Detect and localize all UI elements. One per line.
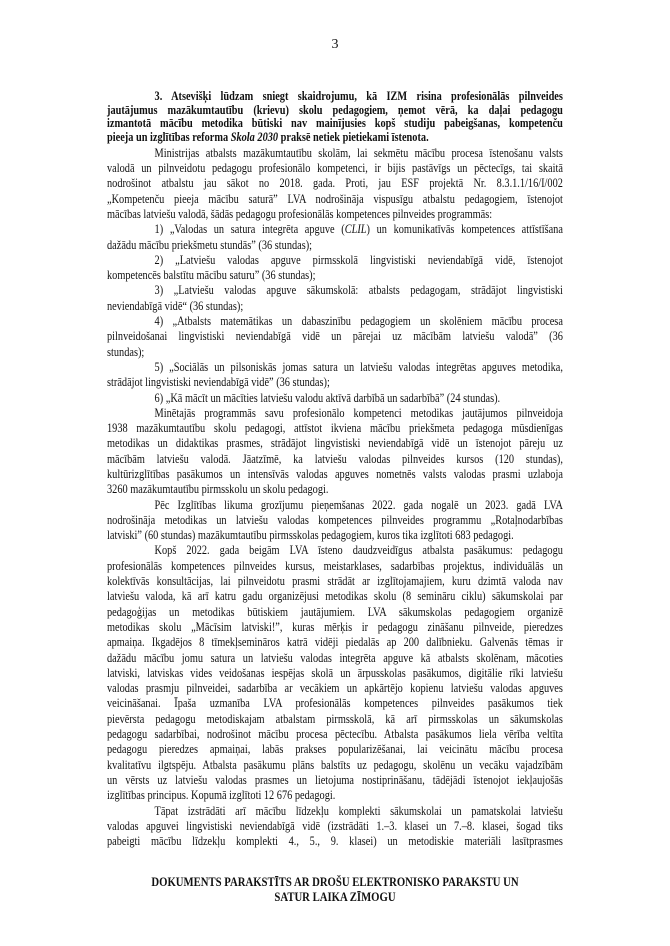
text-segment: ) un komunikatīvās kompetences attīstīšana — [366, 222, 563, 237]
text-line: 2) „Latviešu valodas apguve pirmsskolā lingvistiski neviendabīgā vidē, īstenojot — [154, 252, 563, 267]
text-line: pedagoģijas un metodikas būtiskiem jautājumiem. LVA sākumskolas pedagogiem organizē — [107, 604, 563, 619]
text-line: stundas); — [107, 344, 145, 359]
paragraph — [107, 804, 563, 850]
text-line: pedagogu pieredzes apmaiņai, labās prakses popularizēšanai, lai veicinātu mācību procesa — [107, 742, 563, 757]
text-line: dažādu mācību jomu satura un latviešu valodas integrēta apguve kā atbalsts skolēnam, mācoties — [107, 650, 563, 665]
text-line: jautājumus mazākumtautību (krievu) skolu pedagogiem, ņemot vērā, ka daļai pedagogu — [107, 102, 563, 117]
text-line: nodrošinot atbalstu jau sākot no 2018. gada. Proti, jau ESF projektā Nr. 8.3.1.1/16/I/002 — [107, 176, 563, 191]
text-line: „Kompetenču pieeja mācību saturā” LVA nodrošināja vispusīgu atbalstu pedagogiem, īstenojot — [107, 191, 563, 206]
text-line: 3260 mazākumtautību pirmsskolu un skolu pedagogi. — [107, 482, 329, 497]
text-line: mācības latviešu valodā, šādās pedagogu profesionālās kompetences pilnveides programmās: — [107, 206, 493, 221]
text-line: 1938 mazākumtautību skolu pedagogi, attīstot ikviena mācību priekšmeta pedagoga mūsdienīgas — [107, 421, 563, 436]
text-line — [107, 222, 563, 237]
text-line: Kopš 2022. gada beigām LVA īsteno daudzveidīgus atbalsta pasākumus: pedagogu — [154, 543, 563, 558]
text-line — [107, 131, 563, 145]
text-line: metodikas un didaktikas prasmes, strādājot lingvistiski neviendabīgā vidē un īstenojot pāreju uz — [107, 436, 563, 451]
text-line: strādājot lingvistiski neviendabīgā vidē” (36 stundas); — [107, 375, 330, 390]
text-line: mācībām latviešu valodā. Jāatzīmē, ka latviešu valodas pilnveides kursos (120 stundas), — [107, 451, 563, 466]
text-line: pievērsta pedagogu metodiskajam atbalstam pirmsskolā, kā arī pirmsskolas un sākumskolas — [107, 711, 563, 726]
text-line: pedagogu sadarbībai, nodrošinot mācību procesa pēctecību. Atbalsta pasākumos liela vērība veltīta — [107, 727, 563, 742]
text-line: izglītības principus. Kopumā izglītoti 12 676 pedagogi. — [107, 788, 336, 803]
text-segment: 1) „Valodas un satura integrēta apguve ( — [154, 222, 345, 237]
text-line: Pēc Izglītības likuma grozījumu pieņemšanas 2022. gada nogalē un 2023. gadā LVA — [154, 497, 563, 512]
text-line: kvalitatīvu ilgtspēju. Atbalsta pasākumu plāns balstīts uz pedagogu, skolēnu un vecāku vajadzībām — [107, 757, 563, 772]
page-number: 3 — [331, 37, 339, 52]
text-line: nodrošināja metodikas un latviešu valodas kompetences pilnveides programmu „Rotaļnodarbības — [107, 512, 563, 527]
text-segment: pieeja un izglītības reforma — [107, 130, 231, 145]
text-segment: praksē netiek pietiekami īstenota. — [278, 130, 429, 145]
text-line: kompetencēs balstītu mācību saturu” (36 stundas); — [107, 268, 316, 283]
text-line: metodikas skolu „Mācīsim latviski!”, kuras mērķis ir pedagogu zināšanu pilnveide, pieredzes — [107, 619, 563, 634]
paragraph — [107, 360, 563, 391]
text-line: kolektīvās konsultācijas, lai pilnveidotu prasmi strādāt ar izglītojamajiem, kuru dzimtā valoda nav — [107, 574, 563, 589]
text-line: latviski, latviskas vides veidošanas iespējas skolā un ārpusskolas pasākumos, digitālie rīki latviešu — [107, 665, 563, 680]
text-line: valodā un pilnveidotu pedagogu profesionālo kompetenci, ir bijis pastāvīgs un pēctecīgs, tai skaitā — [107, 161, 563, 176]
signature-notice-line-2: SATUR LAIKA ZĪMOGU — [274, 890, 396, 904]
paragraph — [107, 283, 563, 314]
italic-text: Skola 2030 — [230, 130, 279, 145]
text-line: pilnveidošanai lingvistiski neviendabīgā vidē un pārejai uz mācībām latviešu valodā” (36 — [107, 329, 563, 344]
text-line: latviski” (60 stundas) mazākumtautību pirmsskolas pedagogiem, kuros tika izglītoti 683 pedagogi. — [107, 528, 514, 543]
text-line: pabeigti mācību līdzekļu komplekti 4., 5., 9. klasei) un metodiskie materiāli lasītprasmes — [107, 834, 563, 849]
italic-text: CLIL — [344, 222, 367, 237]
paragraph — [107, 222, 563, 253]
text-line: 6) „Kā mācīt un mācīties latviešu valodu aktīvā darbībā un sadarbībā” (24 stundas). — [154, 390, 501, 405]
signature-notice — [0, 875, 670, 905]
text-line: dažādu mācību priekšmetu stundās” (36 stundas); — [107, 237, 313, 252]
text-line: 4) „Atbalsts matemātikas un dabaszinību pedagogiem un skolēniem mācību procesa — [154, 314, 563, 329]
paragraph — [107, 406, 563, 498]
paragraph — [107, 146, 563, 222]
paragraph — [107, 253, 563, 284]
text-line: 3. Atsevišķi lūdzam sniegt skaidrojumu, kā IZM risina profesionālās pilnveides — [154, 89, 563, 103]
text-line: latviešu valoda, kā arī katru gadu organizējusi metodikas skolu (8 semināru ciklu) sākumskolai par — [107, 589, 563, 604]
text-line: 3) „Latviešu valodas apguve sākumskolā: atbalsts pedagogam, strādājot lingvistiski — [154, 283, 563, 298]
paragraph — [107, 391, 563, 406]
text-line: Minētajās programmās savu profesionālo kompetenci metodikas jautājumos pilnveidoja — [154, 405, 563, 420]
paragraph — [107, 498, 563, 544]
text-line: 5) „Sociālās un pilsoniskās jomas satura un latviešu valodas integrētas apguves metodika, — [154, 359, 563, 374]
text-line: veicināšanai. Īpaša uzmanība LVA profesionālās kompetences pilnveides pasākumos tiek — [107, 696, 563, 711]
text-line: apmaiņa. Ikgadējos 8 tīmekļsemināros katrā vidēji piedalās ap 200 dalībnieku. Galvenās tēmas ir — [107, 635, 563, 650]
paragraph — [107, 314, 563, 360]
text-line: Ministrijas atbalsts mazākumtautību skolām, lai sekmētu mācību procesa īstenošanu valsts — [154, 145, 563, 160]
text-line: kultūrizglītības pasākumos un intensīvās valodas apguves nometnēs valsts valodas prasmi uzlaboja — [107, 466, 563, 481]
text-line: izmantotā mācību metodika būtiski nav mainījusies kopš studiju pabeigšanas, kompetenču — [107, 116, 563, 131]
signature-notice-line-1: DOKUMENTS PARAKSTĪTS AR DROŠU ELEKTRONISKO PARAKSTU UN — [151, 875, 519, 889]
text-line: valodas prasmju pilnveidei, sadarbība ar vecākiem un apkārtējo kopienu latviešu valodas apguves — [107, 681, 563, 696]
text-line: profesionālās kompetences pilnveides kursus, meistarklases, sadarbības projektus, individuālās un — [107, 558, 563, 573]
text-line: Tāpat izstrādāti arī mācību līdzekļu komplekti sākumskolai un pamatskolai latviešu — [154, 803, 563, 818]
text-line: neviendabīgā vidē“ (36 stundas); — [107, 298, 244, 313]
paragraph — [107, 543, 563, 803]
text-line: valodas apguvei lingvistiski neviendabīgā vidē (izstrādāti 1.–3. klasei un 7.–8. klasei, šogad tiks — [107, 818, 563, 833]
question-heading — [107, 90, 563, 145]
text-line: un vērsts uz latviešu valodas prasmes un lietojuma nostiprināšanu, tādējādi īstenojot iekļaujošās — [107, 772, 563, 787]
document-body — [107, 90, 563, 849]
